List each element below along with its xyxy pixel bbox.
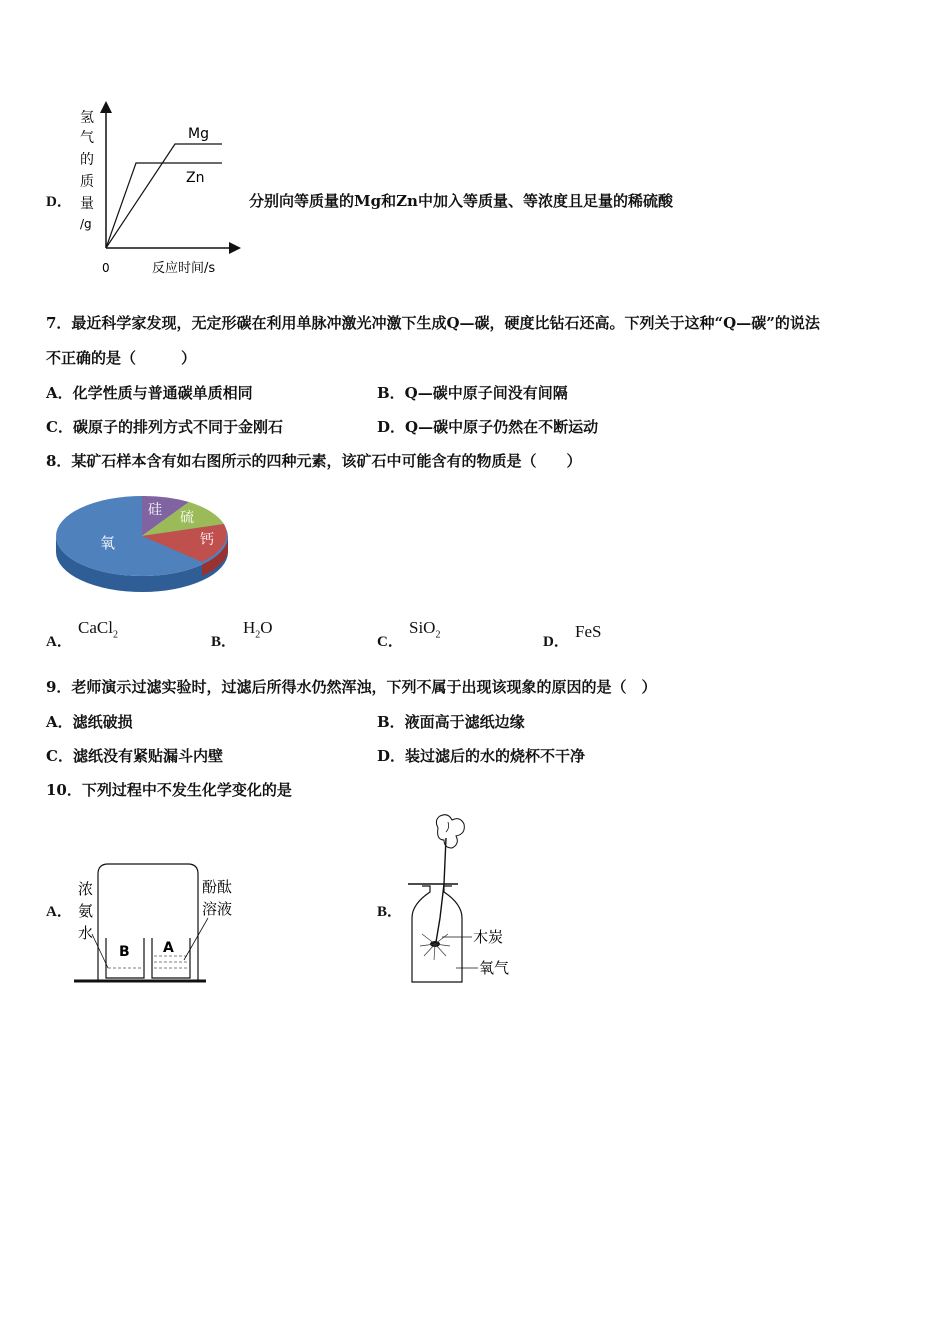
q8-option-b-formula: $H_2O$ xyxy=(243,618,273,641)
oxygen-label: 氧气 xyxy=(479,959,510,977)
charcoal-label: 木炭 xyxy=(473,928,504,946)
mg-label: Mg xyxy=(188,126,209,142)
phenolphthalein-pointer xyxy=(184,918,208,960)
q8-option-a-formula: CaCl$_2$ xyxy=(78,618,118,641)
q7-stem-line2: 不正确的是（ ） xyxy=(46,349,197,367)
option-d-label: D． xyxy=(46,194,72,210)
q8-option-b-label: B． xyxy=(211,634,237,650)
ylabel-char: 量 xyxy=(80,196,94,212)
charcoal-oxygen-apparatus xyxy=(400,808,525,988)
q9-option-b: B．液面高于滤纸边缘 xyxy=(377,713,525,731)
q7-option-a: A．化学性质与普通碳单质相同 xyxy=(46,384,253,402)
hydrogen-mass-graph xyxy=(70,100,245,280)
q7-stem-line1: 7．最近科学家发现，无定形碳在利用单脉冲激光冲激下生成Q—碳，硬度比钻石还高。下列关于这种“Q—碳”的说法 xyxy=(46,314,820,332)
holder-tongs xyxy=(436,815,464,848)
ammonia-phenolphthalein-apparatus xyxy=(72,856,247,988)
q8-option-d-formula: FeS xyxy=(575,622,602,641)
glow-rays xyxy=(420,934,450,960)
beaker-b-label: B xyxy=(119,944,130,960)
mg-line xyxy=(106,144,222,248)
phenolphthalein-label-2: 溶液 xyxy=(202,900,233,918)
option-d-text: 分别向等质量的Mg和Zn中加入等质量、等浓度且足量的稀硫酸 xyxy=(249,192,673,210)
left-label-char: 氨 xyxy=(78,902,94,920)
q10-stem: 10．下列过程中不发生化学变化的是 xyxy=(46,781,292,799)
phenolphthalein-label-1: 酚酞 xyxy=(202,878,233,896)
q9-option-c: C．滤纸没有紧贴漏斗内壁 xyxy=(46,747,223,765)
zn-line xyxy=(106,163,222,248)
ylabel-char: 气 xyxy=(80,130,94,146)
pie-label-oxygen: 氧 xyxy=(100,534,116,552)
q8-option-c-formula: SiO$_2$ xyxy=(409,618,441,641)
left-label-char: 水 xyxy=(78,924,94,942)
q7-option-c: C．碳原子的排列方式不同于金刚石 xyxy=(46,418,283,436)
zn-label: Zn xyxy=(186,170,205,186)
q8-stem: 8．某矿石样本含有如右图所示的四种元素，该矿石中可能含有的物质是（ ） xyxy=(46,452,582,470)
q8-option-d-label: D． xyxy=(543,634,569,650)
pie-label-silicon: 硅 xyxy=(148,502,162,518)
q9-option-d: D．装过滤后的水的烧杯不干净 xyxy=(377,747,586,765)
bell-jar xyxy=(98,864,198,980)
q10-option-a-label: A． xyxy=(46,904,72,920)
pie-label-calcium: 钙 xyxy=(200,532,214,548)
ylabel-char: 氢 xyxy=(80,110,94,126)
q7-option-d: D．Q—碳中原子仍然在不断运动 xyxy=(377,418,599,436)
q9-option-a: A．滤纸破损 xyxy=(46,713,133,731)
pie-label-sulfur: 硫 xyxy=(180,510,194,526)
ylabel-char: 质 xyxy=(80,174,94,190)
q8-option-a-label: A． xyxy=(46,634,72,650)
ylabel-unit: /g xyxy=(80,217,92,231)
xlabel: 反应时间/s xyxy=(152,261,216,276)
beaker-a-label: A xyxy=(163,940,174,956)
origin-label: 0 xyxy=(102,261,110,275)
q8-option-c-label: C． xyxy=(377,634,403,650)
q9-stem: 9．老师演示过滤实验时，过滤后所得水仍然浑浊，下列不属于出现该现象的原因的是（ ） xyxy=(46,678,657,696)
ylabel-char: 的 xyxy=(80,152,94,168)
left-label-char: 浓 xyxy=(78,880,94,898)
q10-option-b-label: B． xyxy=(377,904,403,920)
element-pie-chart xyxy=(52,486,234,598)
q7-option-b: B．Q—碳中原子间没有间隔 xyxy=(377,384,568,402)
